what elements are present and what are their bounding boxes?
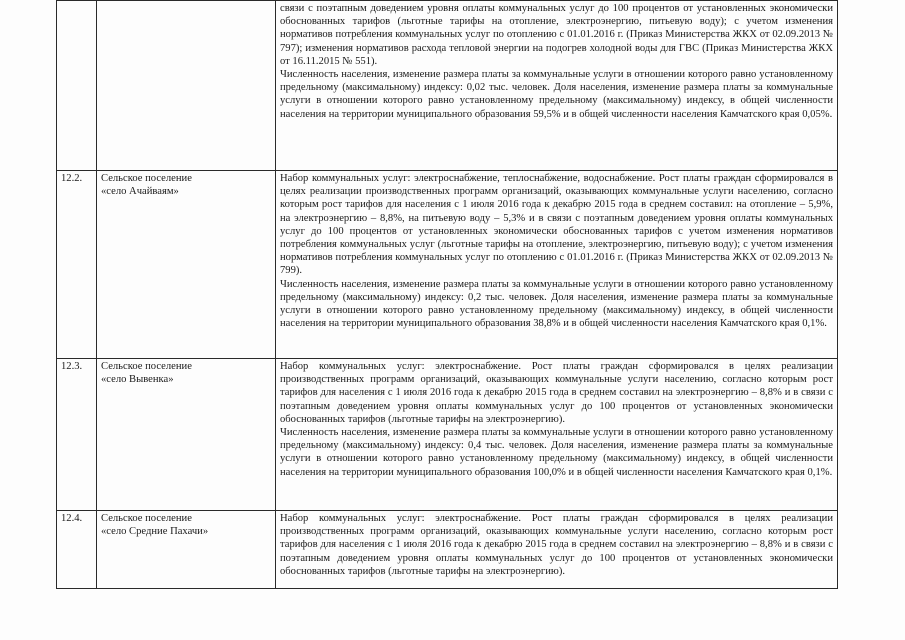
row-number: [57, 1, 97, 171]
tariff-description: [276, 171, 838, 359]
tariff-description: [276, 1, 838, 171]
settlement-name: [97, 171, 276, 359]
table-row: [57, 1, 838, 171]
settlement-name-line: «село Средние Пахачи»: [101, 526, 209, 538]
description-paragraph: Численность населения, изменение размера платы за коммунальные услуги в отношении которого равно установленному предельному (максимальному) индексу: 0,4 тыс. человек. Доля населения, изменение размера платы за коммунальные услуги в отношении которого равно установленному предельному (максимальному) индексу, в общей численности населения на территории муниципального образования 100,0% и в общей численности населения Камчатского края 0,1%.: [280, 427, 833, 478]
settlement-name: [97, 359, 276, 511]
settlement-name: [97, 511, 276, 589]
settlement-name: [97, 1, 276, 171]
description-paragraph: Набор коммунальных услуг: электроснабжение, теплоснабжение, водоснабжение. Рост платы граждан сформировался в целях реализации производственных программ организаций, оказывающих коммунальные услуги населению, согласно которым рост тарифов для населения с 1 июля 2016 года к декабрю 2015 года в среднем составил: на отопление – 5,9%, на электроэнергию – 8,8%, на питьевую воду – 5,3% и в связи с поэтапным доведением уровня оплаты коммунальных услуг до 100 процентов от установленных экономически обоснованных тарифов с учетом изменения нормативов потребления коммунальных услуг (льготные тарифы на отопление, электроэнергию, питьевую воду); с учетом изменения нормативов потребления коммунальных услуг по отоплению с 01.01.2016 г. (Приказ Министерства ЖКХ от 02.09.2013 № 799).: [280, 173, 833, 277]
row-number: 12.4.: [57, 511, 97, 589]
settlement-name-line: Сельское поселение: [101, 361, 192, 372]
row-number: 12.2.: [57, 171, 97, 359]
settlement-name-line: Сельское поселение: [101, 513, 192, 524]
settlement-name-line: «село Вывенка»: [101, 374, 174, 386]
table-row: [57, 171, 838, 359]
settlement-name-line: «село Ачайваям»: [101, 186, 179, 198]
description-paragraph: Численность населения, изменение размера платы за коммунальные услуги в отношении которого равно установленному предельному (максимальному) индексу: 0,2 тыс. человек. Доля населения, изменение размера платы за коммунальные услуги в отношении которого равно установленному предельному (максимальному) индексу, в общей численности населения на территории муниципального образования 38,8% и в общей численности населения Камчатского края 0,1%.: [280, 278, 833, 330]
municipal-tariff-table: [56, 0, 838, 589]
tariff-description: [276, 359, 838, 511]
row-number: 12.3.: [57, 359, 97, 511]
settlement-name-line: Сельское поселение: [101, 173, 192, 184]
description-paragraph: связи с поэтапным доведением уровня оплаты коммунальных услуг до 100 процентов от установленных экономически обоснованных тарифов (льготные тарифы на отопление, электроэнергию, питьевую воду); с учетом изменения нормативов потребления коммунальных услуг по отоплению с 01.01.2016 г. (Приказ Министерства ЖКХ от 02.09.2013 № 797); изменения нормативов расхода тепловой энергии на подогрев холодной воды для ГВС (Приказ Министерства ЖКХ от 16.11.2015 № 551).: [280, 3, 833, 67]
description-paragraph: Набор коммунальных услуг: электроснабжение. Рост платы граждан сформировался в целях реализации производственных программ организаций, оказывающих коммунальные услуги населению, согласно которым рост тарифов для населения с 1 июля 2016 года к декабрю 2015 года в среднем составил на электроэнергию – 8,8% и в связи с поэтапным доведением уровня оплаты коммунальных услуг до 100 процентов от установленных экономически обоснованных тарифов (льготные тарифы на электроэнергию).: [280, 513, 833, 577]
table-row: [57, 359, 838, 511]
description-paragraph: Численность населения, изменение размера платы за коммунальные услуги в отношении которого равно установленному предельному (максимальному) индексу: 0,02 тыс. человек. Доля населения, изменение размера платы за коммунальные услуги в отношении которого равно установленному предельному (максимальному) индексу, в общей численности населения на территории муниципального образования 59,5% и в общей численности населения Камчатского края 0,05%.: [280, 69, 833, 120]
description-paragraph: Набор коммунальных услуг: электроснабжение. Рост платы граждан сформировался в целях реализации производственных программ организаций, оказывающих коммунальные услуги населению, согласно которым рост тарифов для населения с 1 июля 2016 года к декабрю 2015 года в среднем составил на электроэнергию – 8,8% и в связи с поэтапным доведением уровня оплаты коммунальных услуг до 100 процентов от установленных экономически обоснованных тарифов (льготные тарифы на электроэнергию).: [280, 361, 833, 425]
table-row: [57, 511, 838, 589]
tariff-description: [276, 511, 838, 589]
